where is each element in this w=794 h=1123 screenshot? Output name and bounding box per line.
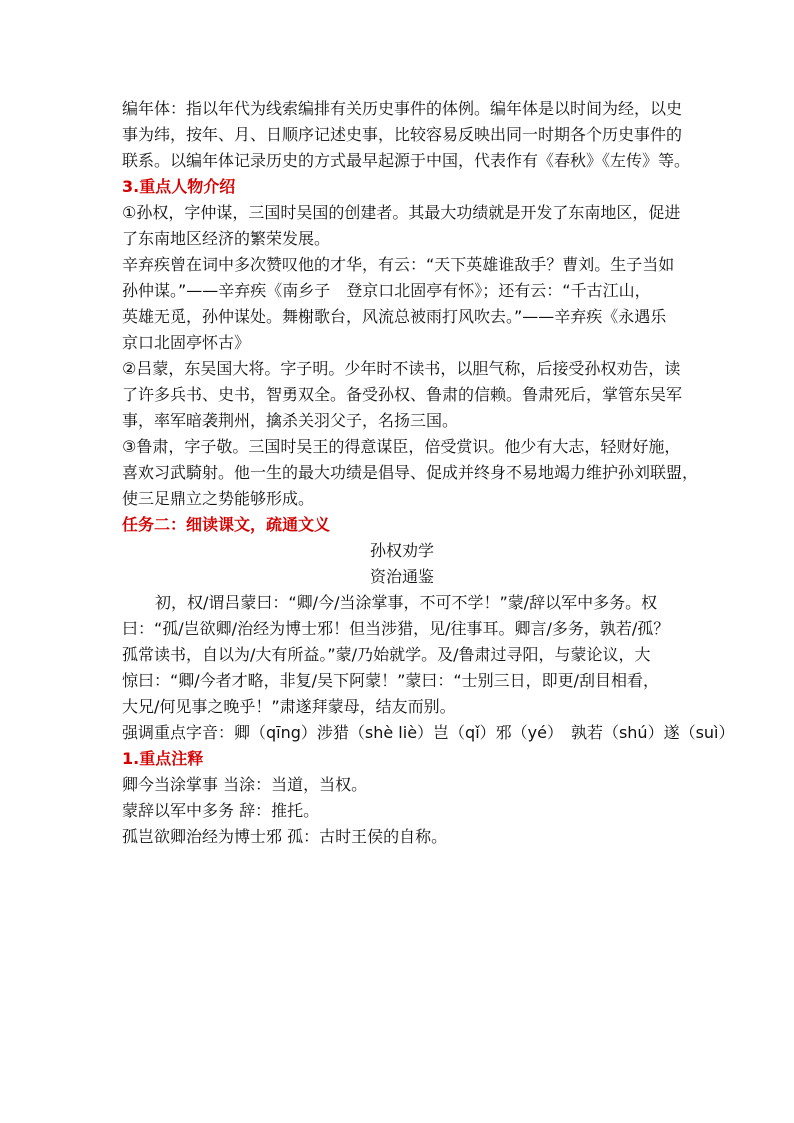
classical-text-line: 惊曰：“卿/今者才略，非复/吴下阿蒙！”蒙曰：“士别三日，即更/刮目相看， [122, 671, 660, 690]
lvmeng-paragraph-line: 事，率军暗袭荆州，擒杀关羽父子，名扬三国。 [122, 411, 459, 430]
lvmeng-paragraph-line: 了许多兵书、史书，智勇双全。备受孙权、鲁肃的信赖。鲁肃死后，掌管东吴军 [122, 385, 683, 404]
document-page [122, 96, 735, 850]
classical-text-line: 曰：“孤/岂欲卿/治经为博士邪！但当涉猎，见/往事耳。卿言/多务，孰若/孤？ [122, 619, 670, 638]
classical-text-line: 初，权/谓吕蒙曰：“卿/今/当涂掌事，不可不学！”蒙/辞以军中多务。权 [155, 593, 658, 612]
lusu-paragraph-line: ③鲁肃，字子敬。三国时吴王的得意谋臣，倍受赏识。他少有大志，轻财好施， [122, 437, 681, 456]
note-item: 蒙辞以军中多务 辞：推托。 [122, 801, 320, 820]
note-item: 孤岂欲卿治经为博士邪 孤：古时王侯的自称。 [122, 827, 448, 846]
task-heading: 任务二：细读课文，疏通文义 [122, 515, 331, 534]
text-title: 孙权劝学 [369, 541, 434, 560]
lusu-paragraph-line: 使三足鼎立之势能够形成。 [122, 489, 315, 508]
classical-text-line: 孤常读书，自以为/大有所益。”蒙/乃始就学。及/鲁肃过寻阳，与蒙论议，大 [122, 645, 651, 664]
lusu-paragraph-line: 喜欢习武騎射。他一生的最大功绩是倡导、促成并终身不易地竭力维护孙刘联盟， [122, 463, 699, 482]
intro-line: 联系。以编年体记录历史的方式最早起源于中国，代表作有《春秋》《左传》等。 [122, 151, 691, 170]
intro-line: 编年体：指以年代为线索编排有关历史事件的体例。编年体是以时间为经，以史 [122, 99, 683, 118]
classical-text-line: 大兄/何见事之晚乎！”肃遂拜蒙母，结友而别。 [122, 697, 456, 716]
sunquan-paragraph-line: ①孙权，字仲谋，三国时吴国的创建者。其最大功绩就是开发了东南地区，促进 [122, 203, 681, 222]
intro-line: 事为纬，按年、月、日顺序记述史事，比较容易反映出同一时期各个历史事件的 [122, 125, 683, 144]
notes-heading: 1.重点注释 [122, 749, 204, 768]
lvmeng-paragraph-line: ②吕蒙，东吴国大将。字子明。少年时不读书，以胆气称，后接受孙权劝告，读 [122, 359, 681, 378]
pronunciation-line: 强调重点字音：卿（qīng）涉猎（shè liè）岂（qǐ）邪（yé） 孰若（shú）遂（suì） [122, 723, 735, 742]
sunquan-paragraph-line: 了东南地区经济的繁荣发展。 [122, 229, 331, 248]
section-heading-key-figures: 3.重点人物介绍 [122, 177, 236, 196]
xinqiji-paragraph-line: 辛弃疾曾在词中多次赞叹他的才华，有云：“天下英雄谁敌手？曹刘。生子当如 [122, 255, 675, 274]
xinqiji-paragraph-line: 英雄无觅，孙仲谋处。舞榭歌台，风流总被雨打风吹去。”——辛弃疾《永遇乐 [122, 307, 667, 326]
xinqiji-paragraph-line: 京口北固亭怀古》 [122, 333, 251, 352]
note-item: 卿今当涂掌事 当涂：当道，当权。 [122, 775, 368, 794]
text-source: 资治通鉴 [369, 567, 434, 586]
xinqiji-paragraph-line: 孙仲谋。”——辛弃疾《南乡子 登京口北固亭有怀》；还有云：“千古江山， [122, 281, 651, 300]
